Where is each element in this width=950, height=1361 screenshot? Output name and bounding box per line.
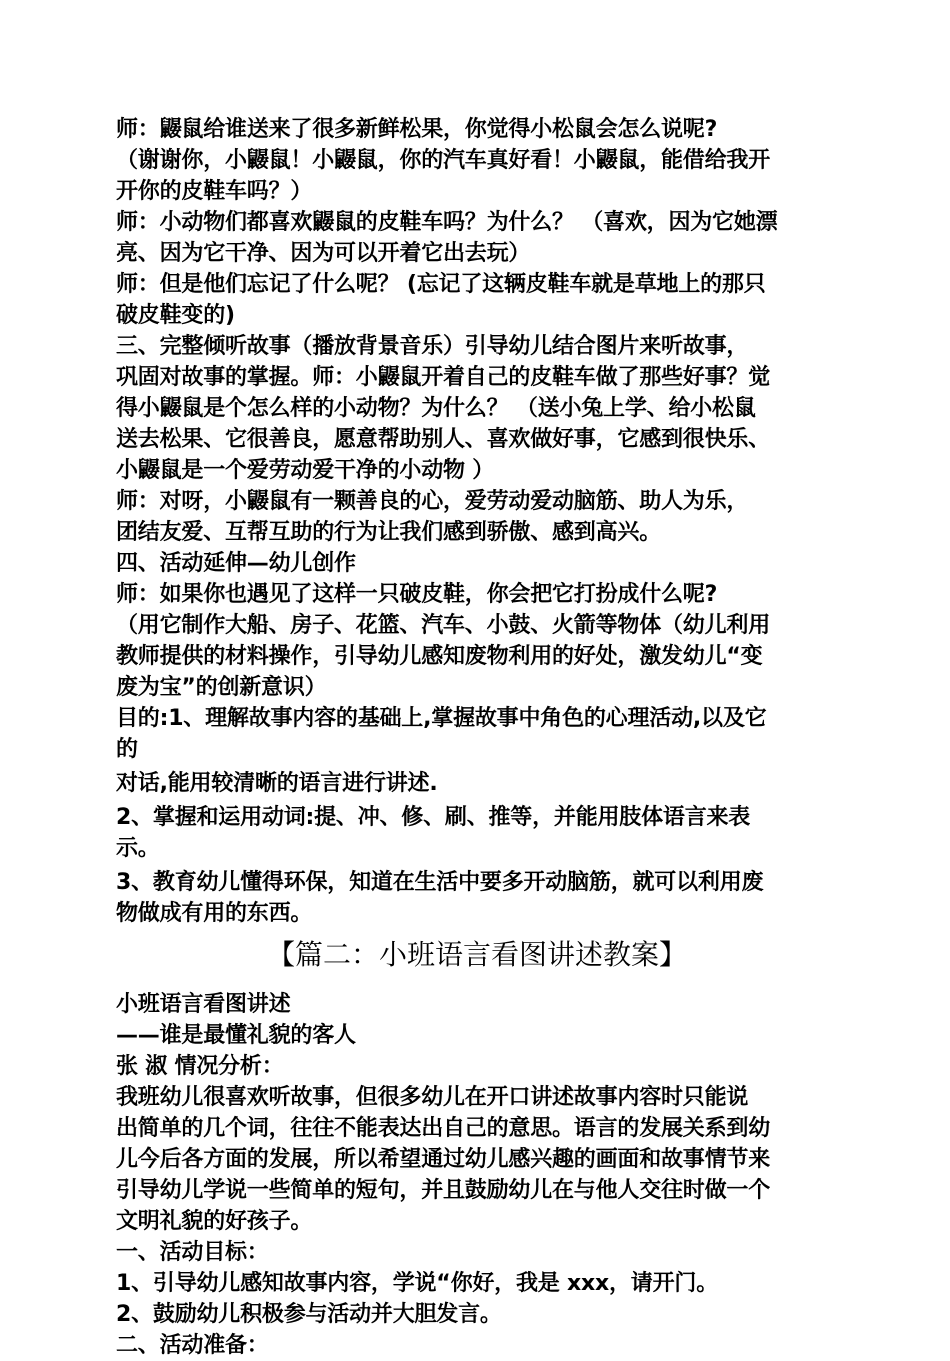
text-line: 目的:1、理解故事内容的基础上,掌握故事中角色的心理活动,以及它 xyxy=(116,706,767,731)
text-line: 引导幼儿学说一些简单的短句，并且鼓励幼儿在与他人交往时做一个 xyxy=(116,1178,771,1203)
text-line: 开你的皮鞋车吗？） xyxy=(116,179,313,204)
text-line: 师：小动物们都喜欢鼹鼠的皮鞋车吗？为什么？ （喜欢，因为它她漂 xyxy=(116,210,778,235)
text-line: 废为宝”的创新意识） xyxy=(116,675,327,700)
text-line: 2、鼓励幼儿积极参与活动并大胆发言。 xyxy=(116,1302,502,1327)
text-line: 师：如果你也遇见了这样一只破皮鞋，你会把它打扮成什么呢? xyxy=(116,582,718,607)
text-line: 得小鼹鼠是个怎么样的小动物？为什么？ （送小兔上学、给小松鼠 xyxy=(116,396,756,421)
text-line: 教师提供的材料操作，引导幼儿感知废物利用的好处，激发幼儿“变 xyxy=(116,644,763,669)
text-line: 亮、因为它干净、因为可以开着它出去玩） xyxy=(116,241,531,266)
text-line: 师：但是他们忘记了什么呢？ (忘记了这辆皮鞋车就是草地上的那只 xyxy=(116,272,766,297)
text-line: 三、完整倾听故事（播放背景音乐）引导幼儿结合图片来听故事， xyxy=(116,334,749,359)
text-line: 2、掌握和运用动词:提、冲、修、刷、推等，并能用肢体语言来表 xyxy=(116,805,751,830)
text-line: 一、活动目标： xyxy=(116,1240,269,1265)
text-line: 3、教育幼儿懂得环保，知道在生活中要多开动脑筋，就可以利用废 xyxy=(116,870,764,895)
text-line: 张 淑 情况分析： xyxy=(116,1054,284,1079)
text-line: 师：鼹鼠给谁送来了很多新鲜松果，你觉得小松鼠会怎么说呢? xyxy=(116,117,718,142)
text-line: 我班幼儿很喜欢听故事，但很多幼儿在开口讲述故事内容时只能说 xyxy=(116,1085,749,1110)
text-line: 示。 xyxy=(116,836,160,861)
document-body xyxy=(116,114,838,1361)
text-line: 小班语言看图讲述 xyxy=(116,992,291,1017)
text-line: 二、活动准备： xyxy=(116,1333,269,1358)
text-line: 1、引导幼儿感知故事内容，学说“你好，我是 xxx，请开门。 xyxy=(116,1271,718,1296)
text-line: 团结友爱、互帮互助的行为让我们感到骄傲、感到高兴。 xyxy=(116,520,662,545)
text-line: 巩固对故事的掌握。师：小鼹鼠开着自己的皮鞋车做了那些好事？觉 xyxy=(116,365,771,390)
paragraph-part-two xyxy=(116,989,838,1361)
text-line: 破皮鞋变的) xyxy=(116,303,235,328)
text-line: 师：对呀，小鼹鼠有一颗善良的心，爱劳动爱动脑筋、助人为乐， xyxy=(116,489,749,514)
text-line: 的 xyxy=(116,737,138,762)
text-line: 物做成有用的东西。 xyxy=(116,901,313,926)
section-title: 【篇二：小班语言看图讲述教案】 xyxy=(266,938,687,971)
text-line: （谢谢你，小鼹鼠！小鼹鼠，你的汽车真好看！小鼹鼠，能借给我开 xyxy=(116,148,771,173)
text-line: 对话,能用较清晰的语言进行讲述. xyxy=(116,771,438,796)
text-line: 文明礼貌的好孩子。 xyxy=(116,1209,313,1234)
text-line: 小鼹鼠是一个爱劳动爱干净的小动物 ） xyxy=(116,458,495,483)
text-line: ——谁是最懂礼貌的客人 xyxy=(116,1023,356,1048)
text-line: 送去松果、它很善良，愿意帮助别人、喜欢做好事，它感到很快乐、 xyxy=(116,427,771,452)
text-line: 儿今后各方面的发展，所以希望通过幼儿感兴趣的画面和故事情节来 xyxy=(116,1147,771,1172)
text-line: （用它制作大船、房子、花篮、汽车、小鼓、火箭等物体（幼儿利用 xyxy=(116,613,771,638)
paragraph-part-one xyxy=(116,114,838,929)
text-line: 出简单的几个词，往往不能表达出自己的意思。语言的发展关系到幼 xyxy=(116,1116,771,1141)
text-line: 四、活动延伸—幼儿创作 xyxy=(116,551,356,576)
